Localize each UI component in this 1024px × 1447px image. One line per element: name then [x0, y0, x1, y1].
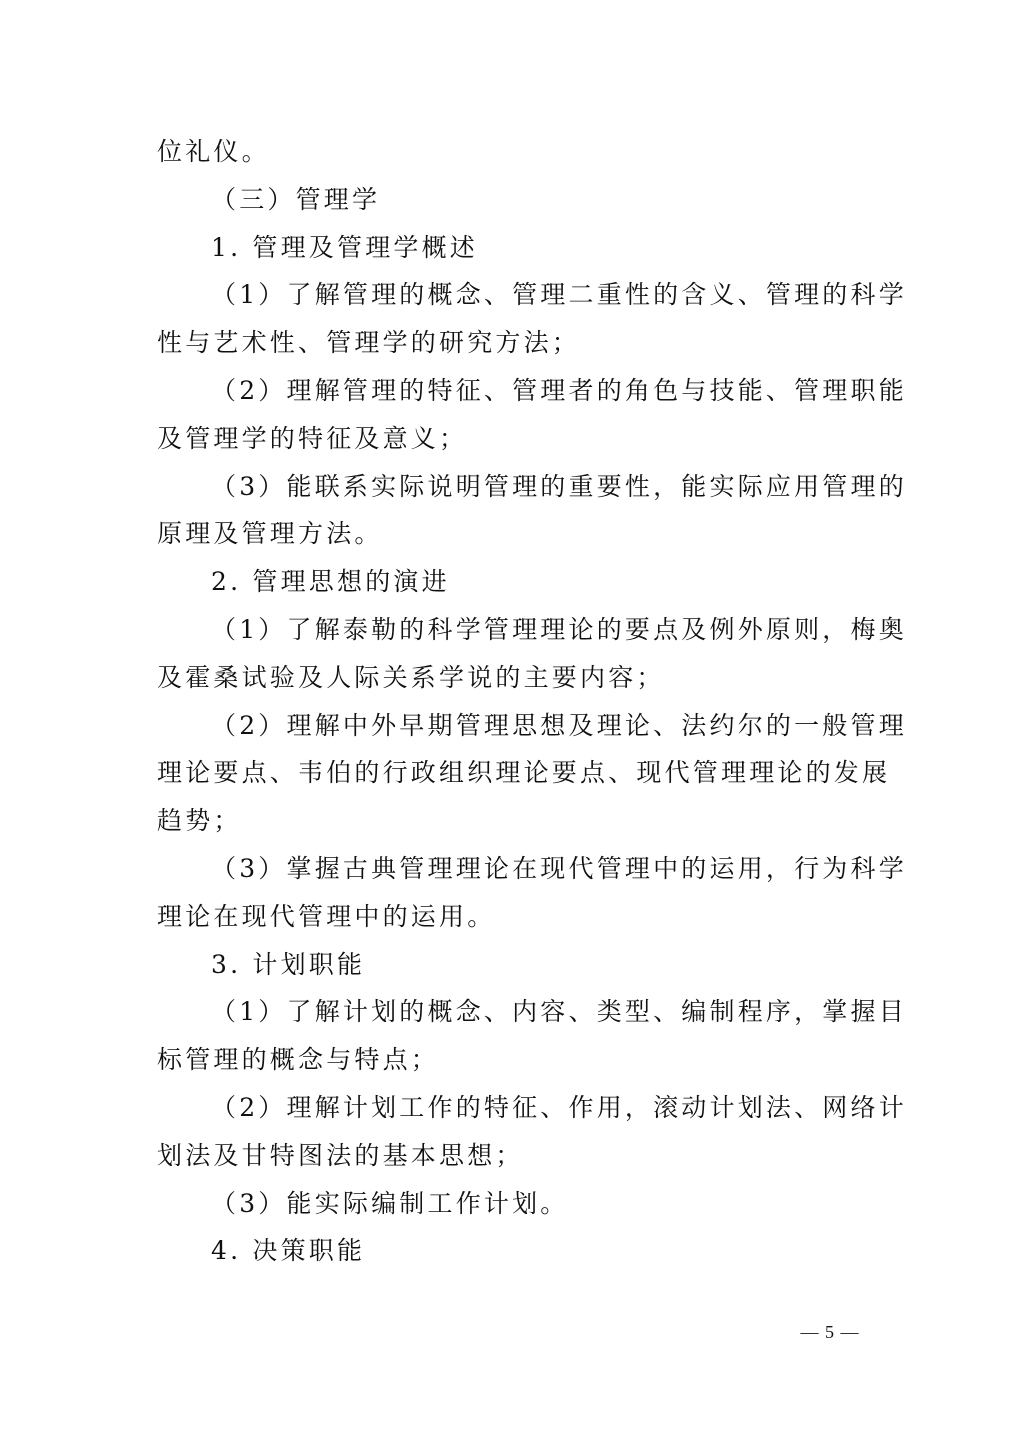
text-line-7: 及管理学的特征及意义；	[157, 423, 468, 453]
text-line-14: 理论要点、韦伯的行政组织理论要点、现代管理理论的发展	[157, 758, 891, 788]
text-line-17: 理论在现代管理中的运用。	[157, 901, 496, 931]
text-line-5: 性与艺术性、管理学的研究方法；	[157, 328, 581, 358]
document-page	[157, 128, 907, 1275]
section-heading-management: （三）管理学	[211, 184, 381, 214]
subsection-heading-4: 4. 决策职能	[211, 1236, 366, 1266]
text-line-16: （3）掌握古典管理理论在现代管理中的运用，行为科学	[211, 853, 907, 883]
text-line-23: （3）能实际编制工作计划。	[211, 1188, 569, 1218]
text-line-12: 及霍桑试验及人际关系学说的主要内容；	[157, 662, 665, 692]
text-line-9: 原理及管理方法。	[157, 519, 383, 549]
text-line-19: （1）了解计划的概念、内容、类型、编制程序，掌握目	[211, 997, 907, 1027]
text-line-1: 位礼仪。	[157, 137, 270, 166]
page-number: — 5 —	[800, 1322, 860, 1342]
text-line-13: （2）理解中外早期管理思想及理论、法约尔的一般管理	[211, 710, 907, 740]
text-line-11: （1）了解泰勒的科学管理理论的要点及例外原则，梅奥	[211, 614, 907, 644]
subsection-heading-2: 2. 管理思想的演进	[211, 567, 450, 597]
text-line-22: 划法及甘特图法的基本思想；	[157, 1140, 524, 1170]
text-line-20: 标管理的概念与特点；	[157, 1045, 440, 1075]
text-line-21: （2）理解计划工作的特征、作用，滚动计划法、网络计	[211, 1092, 907, 1122]
text-line-15: 趋势；	[157, 806, 242, 836]
text-line-8: （3）能联系实际说明管理的重要性，能实际应用管理的	[211, 471, 907, 501]
text-line-6: （2）理解管理的特征、管理者的角色与技能、管理职能	[211, 375, 907, 405]
subsection-heading-1: 1. 管理及管理学概述	[211, 232, 478, 262]
subsection-heading-3: 3. 计划职能	[211, 949, 366, 979]
text-line-4: （1）了解管理的概念、管理二重性的含义、管理的科学	[211, 280, 907, 310]
